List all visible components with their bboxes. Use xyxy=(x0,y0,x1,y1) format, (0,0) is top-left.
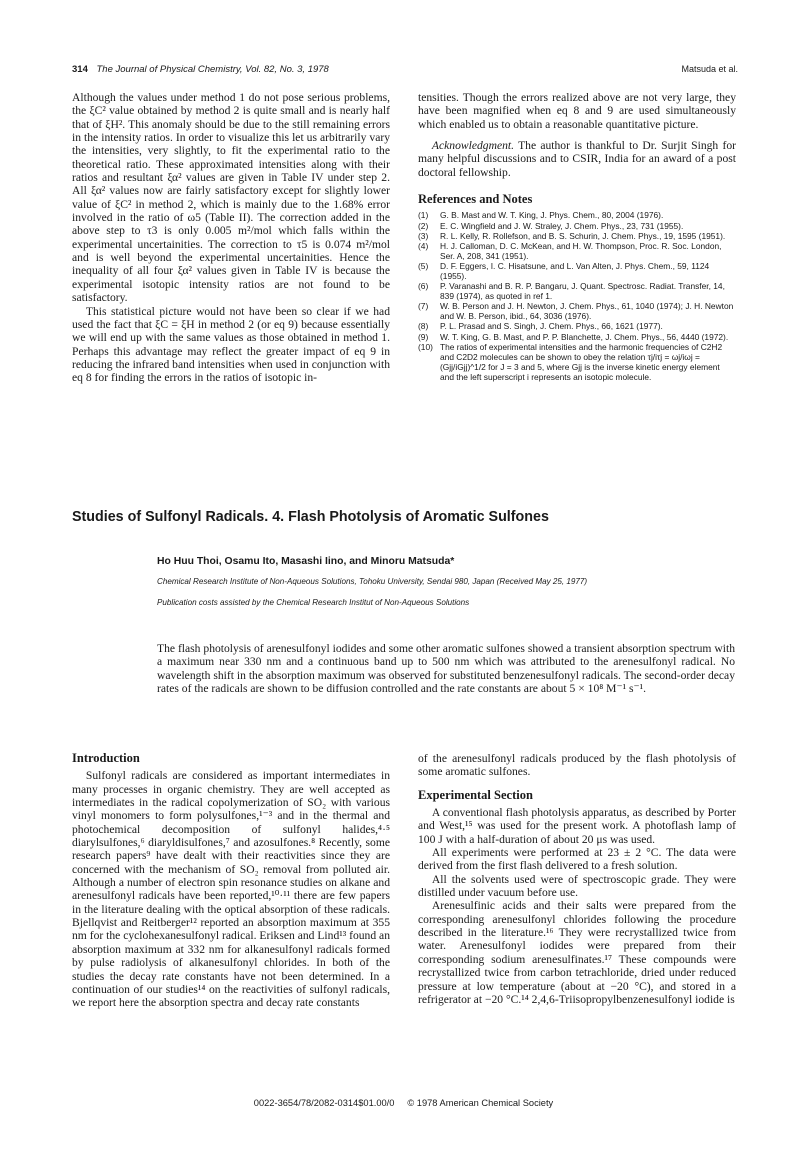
article-code: 0022-3654/78/2082-0314$01.00/0 xyxy=(253,1098,395,1108)
experimental-paragraph: All the solvents used were of spectroscopic grade. They were distilled under vacuum before use. xyxy=(418,872,736,900)
article-authors: Ho Huu Thoi, Osamu Ito, Masashi Iino, and Minoru Matsuda* xyxy=(157,556,455,567)
article-title: Studies of Sulfonyl Radicals. 4. Flash Photolysis of Aromatic Sulfones xyxy=(72,509,549,525)
body-paragraph: This statistical picture would not have been so clear if we had used the fact that ξC = ξH in method 2 (or eq 9) because essentially we will end up with the same values as those obtained in method 1. Perhaps this advantage may reflect the greater impact of eq 9 in reducing the infrared band intensities when used in conjunction with eq 8 for finding the errors in the ratios of isotopic in- xyxy=(72,304,390,385)
reference-list xyxy=(418,210,736,382)
reference-item: (6) P. Varanashi and B. R. P. Bangaru, J. Quant. Spectrosc. Radiat. Transfer, 14, 839 (1974), as quoted in ref 1. xyxy=(418,281,725,302)
experimental-paragraph: All experiments were performed at 23 ± 2 °C. The data were derived from the first flash delivered to a fresh solution. xyxy=(418,846,736,873)
reference-item: (3) R. L. Kelly, R. Rollefson, and B. S. Schurin, J. Chem. Phys., 19, 1595 (1951). xyxy=(418,230,726,241)
reference-item: (7) W. B. Person and J. H. Newton, J. Chem. Phys., 61, 1040 (1974); J. H. Newton and W. B. Person, ibid., 64, 3036 (1976). xyxy=(418,301,734,322)
copyright-notice: © 1978 American Chemical Society xyxy=(407,1098,554,1108)
experimental-paragraph: A conventional flash photolysis apparatus, as described by Porter and West,¹⁵ was used for the present work. A photoflash lamp of 100 J with a half-duration of about 20 μs was used. xyxy=(418,806,736,846)
introduction-paragraph: Sulfonyl radicals are considered as important intermediates in many processes in organic chemistry. They are well accepted as intermediates in the radical copolymerization of SO₂ with various vinyl monomers to form polysulfones,¹⁻³ and in the thermal and photochemical decomposition of sulfonyl halides,⁴·⁵ diarylsulfones,⁶ diaryldisulfones,⁷ and azosulfones.⁸ Recently, some research papers⁹ have dealt with their reactivities since they are concerned with the mechanism of SO₂ removal from polluted air. Although a number of electron spin resonance studies on alkane and arenesulfonyl radicals have been reported,¹⁰·¹¹ there are few papers in the literature dealing with the optical absorption of these radicals. Bjellqvist and Reitberger¹² reported an absorption maximum at 355 nm for the cyclohexanesulfonyl radical. Eriksen and Lind¹³ found an absorption maximum at 332 nm for alkanesulfonyl radicals formed by pulse radiolysis of alkanesulfonyl chlorides. In both of the studies the decay rate constants have not been determined. In a continuation of our studies¹⁴ on the reactivities of sulfonyl radicals, we report here the absorption spectra and decay rate constants xyxy=(72,769,390,1010)
previous-article-left-column xyxy=(72,91,390,385)
reference-item: (4) H. J. Calloman, D. C. McKean, and H. W. Thompson, Proc. R. Soc. London, Ser. A, 208, 341 (1951). xyxy=(418,240,722,261)
running-head-left xyxy=(72,64,329,75)
introduction-continuation: of the arenesulfonyl radicals produced by the flash photolysis of some aromatic sulfones. xyxy=(418,752,736,779)
page-footer xyxy=(0,1098,807,1108)
article-affiliation: Chemical Research Institute of Non-Aqueous Solutions, Tohoku University, Sendai 980, Japan (Received May 25, 1977) xyxy=(157,577,588,586)
body-paragraph: tensities. Though the errors realized above are not very large, they have been magnified when eq 8 and 9 are used simultaneously which enabled us to obtain a reasonable quantitative picture. xyxy=(418,91,736,131)
journal-citation: The Journal of Physical Chemistry, Vol. 82, No. 3, 1978 xyxy=(96,64,329,75)
experimental-heading: Experimental Section xyxy=(418,787,533,802)
acknowledgment-label: Acknowledgment. xyxy=(431,139,515,153)
introduction-heading: Introduction xyxy=(72,751,140,765)
page-number: 314 xyxy=(72,64,88,75)
reference-item: (8) P. L. Prasad and S. Singh, J. Chem. Phys., 66, 1621 (1977). xyxy=(418,321,663,332)
reference-item: (9) W. T. King, G. B. Mast, and P. P. Blanchette, J. Chem. Phys., 56, 4440 (1972). xyxy=(418,331,729,342)
experimental-paragraph: Arenesulfinic acids and their salts were prepared from the corresponding arenesulfonyl chlorides following the procedure described in the literature.¹⁶ They were recrystallized twice from water. Arenesulfonyl iodides were prepared from their corresponding sodium arenesulfinates.¹⁷ These compounds were recrystallized twice from carbon tetrachloride, dried under reduced pressure at low temperature (about at −20 °C), and stored in a refrigerator at −20 °C.¹⁴ 2,4,6-Triisopropylbenzenesulfonyl iodide is xyxy=(418,899,736,1006)
article-abstract: The flash photolysis of arenesulfonyl iodides and some other aromatic sulfones showed a transient absorption spectrum with a maximum near 330 nm and a continuous band up to 500 nm which was attributed to the arenesulfonyl radical. No wavelength shift in the absorption maximum was observed for substituted benzenesulfonyl radicals. The second-order decay rates of the radicals are shown to be diffusion controlled and the rate constants are about 5 × 10⁸ M⁻¹ s⁻¹. xyxy=(157,642,735,696)
acknowledgment xyxy=(418,139,736,179)
publication-costs-note: Publication costs assisted by the Chemical Research Institut of Non-Aqueous Solutions xyxy=(157,598,470,607)
reference-item: (5) D. F. Eggers, I. C. Hisatsune, and L. Van Alten, J. Phys. Chem., 59, 1124 (1955). xyxy=(418,260,710,281)
acknowledgment-text: The author is thankful to Dr. Surjit Singh for many helpful discussions and to CSIR, India for an award of a post doctoral fellowship. xyxy=(418,139,736,179)
article-left-column xyxy=(72,752,390,1010)
reference-item: (10) The ratios of experimental intensities and the harmonic frequencies of C2H2 and C2D2 molecules can be shown to obey the relation τj/iτj = ωj/iωj = (Gjj/iGjj)^1/2 for J = 3 and 5, where Gjj is the inverse kinetic energy element and the left superscript i represents an isotopic molecule. xyxy=(418,341,723,382)
reference-item: (2) E. C. Wingfield and J. W. Straley, J. Chem. Phys., 23, 731 (1955). xyxy=(418,220,684,231)
running-head-authors: Matsuda et al. xyxy=(681,64,738,74)
reference-item: (1) G. B. Mast and W. T. King, J. Phys. Chem., 80, 2004 (1976). xyxy=(418,210,664,221)
body-paragraph: Although the values under method 1 do not pose serious problems, the ξC² value obtained by method 2 is quite small and is nearly half that of ξH². This anomaly should be due to the still remaining errors in the intensity ratios. In order to visualize this let us arbitrarily vary the intensities, very slightly, to fit the experimental ratio to the theoretical ratio. These approximated intensities along with their ratios and resultant ξα² values are given in Table IV under step 2. All ξα² values now are fairly satisfactory except for slightly lower value of ξC² in method 2, which is mainly due to the 1.68% error involved in the ratio of ω5 (Table II). The correction added in the above step to τ3 is only 0.005 m²/mol which falls within the experimental uncertainities. The correction to τ5 is 0.074 m²/mol and is well beyond the experimental uncertainities. Hence the inequality of all four ξα² values given in Table IV is because the experimental isotopic intensity ratios are not found to be satisfactory. xyxy=(72,91,390,305)
references-heading: References and Notes xyxy=(418,192,533,207)
previous-article-right-column xyxy=(418,91,736,382)
article-right-column xyxy=(418,752,736,1006)
